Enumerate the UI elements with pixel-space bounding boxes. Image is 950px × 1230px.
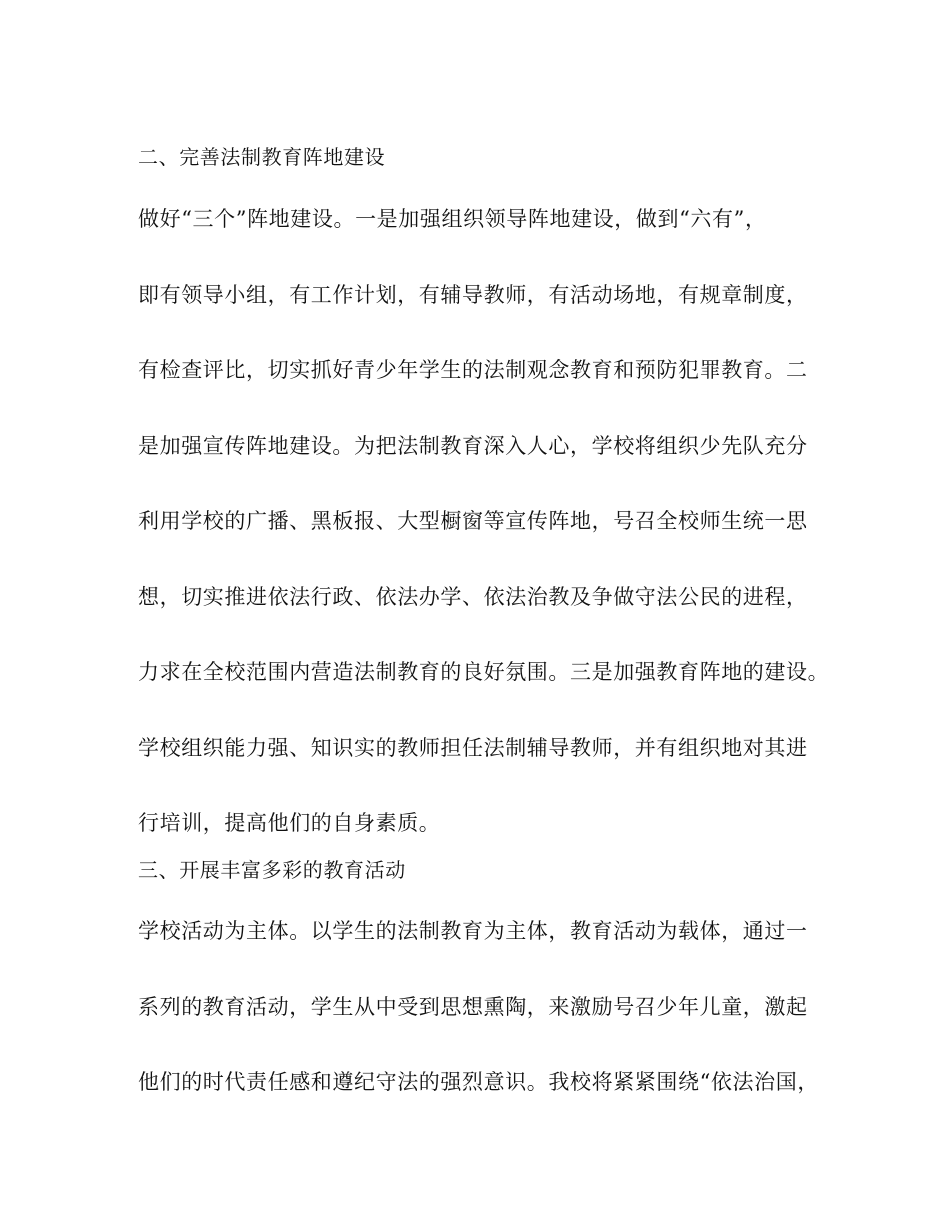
paragraph-line: 是加强宣传阵地建设。为把法制教育深入人心，学校将组织少先队充分 <box>138 434 808 458</box>
section-heading: 三、开展丰富多彩的教育活动 <box>138 858 406 882</box>
paragraph-line: 想，切实推进依法行政、依法办学、依法治教及争做守法公民的进程， <box>138 585 808 609</box>
section-heading: 二、完善法制教育阵地建设 <box>138 145 386 169</box>
paragraph-line: 利用学校的广播、黑板报、大型橱窗等宣传阵地，号召全校师生统一思 <box>138 509 808 533</box>
paragraph-line: 学校活动为主体。以学生的法制教育为主体，教育活动为载体，通过一 <box>138 919 808 943</box>
paragraph-line: 行培训，提高他们的自身素质。 <box>138 811 441 835</box>
paragraph-line: 即有领导小组，有工作计划，有辅导教师，有活动场地，有规章制度， <box>138 283 808 307</box>
paragraph-line: 力求在全校范围内营造法制教育的良好氛围。三是加强教育阵地的建设。 <box>138 660 830 684</box>
paragraph-line: 有检查评比，切实抓好青少年学生的法制观念教育和预防犯罪教育。二 <box>138 358 808 382</box>
paragraph-line: 做好“三个”阵地建设。一是加强组织领导阵地建设，做到“六有”， <box>138 207 767 231</box>
paragraph-line: 学校组织能力强、知识实的教师担任法制辅导教师，并有组织地对其进 <box>138 736 808 760</box>
paragraph-line: 系列的教育活动，学生从中受到思想熏陶，来激励号召少年儿童，激起 <box>138 995 808 1019</box>
paragraph-line: 他们的时代责任感和遵纪守法的强烈意识。我校将紧紧围绕“依法治国， <box>138 1070 819 1094</box>
